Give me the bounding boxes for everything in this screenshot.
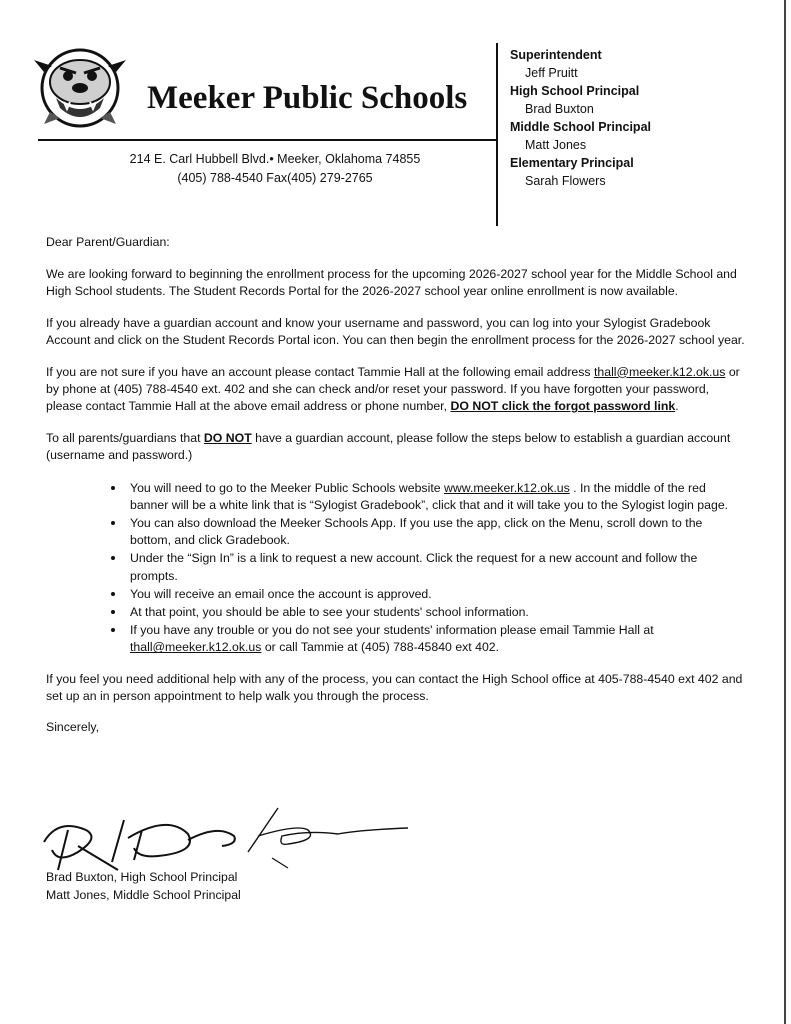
- step-text: If you have any trouble or you do not see your students' information please email Tammie Hall at: [130, 623, 654, 638]
- paragraph-new-account: [46, 430, 746, 464]
- list-item: • At that point, you should be able to see your students' school information.: [126, 603, 746, 621]
- bulldog-mascot-icon: [30, 42, 130, 132]
- website-link[interactable]: www.meeker.k12.ok.us: [444, 480, 570, 495]
- header-vertical-divider: [496, 43, 498, 226]
- staff-role: High School Principal: [510, 84, 640, 98]
- paragraph-text: .: [675, 398, 679, 413]
- list-item: [126, 621, 746, 656]
- staff-name: Brad Buxton: [525, 102, 594, 116]
- school-address-block: [100, 150, 450, 188]
- salutation: Dear Parent/Guardian:: [46, 235, 170, 249]
- signer-block: [46, 868, 241, 904]
- warning-text: DO NOT click the forgot password link: [450, 398, 676, 413]
- letter-body: [46, 234, 746, 751]
- staff-list: [510, 46, 770, 190]
- scan-edge-line: [784, 0, 786, 1024]
- email-link[interactable]: thall@meeker.k12.ok.us: [593, 364, 726, 379]
- step-text: or call Tammie at (405) 788-45840 ext 402.: [261, 640, 500, 655]
- paragraph-text: If you are not sure if you have an account please contact Tammie Hall at the following email address: [46, 364, 591, 379]
- step-text: You will need to go to the Meeker Public Schools website: [130, 480, 444, 495]
- school-name: Meeker Public Schools: [147, 80, 468, 116]
- paragraph-text: have a guardian account, please follow the steps below to establish a guardian account (username and password.): [46, 430, 731, 462]
- paragraph-account-help: [46, 364, 746, 416]
- email-link[interactable]: thall@meeker.k12.ok.us: [130, 640, 262, 655]
- list-item: • You will receive an email once the account is approved.: [126, 585, 746, 603]
- address-line: 214 E. Carl Hubbell Blvd.• Meeker, Oklahoma 74855: [129, 152, 421, 166]
- list-item: • You can also download the Meeker Schools App. If you use the app, click on the Menu, scroll down to the bottom, and click Gradebook.: [126, 514, 746, 549]
- paragraph-additional-help: If you feel you need additional help with any of the process, you can contact the High School office at 405-788-4540 ext 402 and set up an in person appointment to help walk you through the process.: [46, 671, 743, 703]
- step-text: . In the middle of the red banner will be a white link that is “Sylogist Gradebook”, click that and it will take you to the Sylogist login page.: [130, 480, 729, 512]
- paragraph-text: or by phone at (405) 788-4540 ext. 402 and she can check and/or reset your password. If you have forgotten your password, please contact Tammie Hall at the above email address or phone number,: [46, 364, 740, 413]
- paragraph-intro: We are looking forward to beginning the enrollment process for the upcoming 2026-2027 school year for the Middle School and High School students. The Student Records Portal for the 2026-2027 school year online enrollment is now available.: [46, 266, 737, 298]
- header-divider: [38, 139, 498, 141]
- staff-name: Sarah Flowers: [525, 174, 606, 188]
- staff-role: Superintendent: [510, 48, 602, 62]
- signer-name: Matt Jones, Middle School Principal: [46, 888, 241, 902]
- closing: Sincerely,: [46, 720, 100, 735]
- paragraph-existing-account: If you already have a guardian account and know your username and password, you can log into your Sylogist Gradebook Account and click on the Student Records Portal icon. You can then begin the enrollment process for the 2026-2027 school year.: [46, 315, 745, 347]
- signer-name: Brad Buxton, High School Principal: [46, 870, 238, 884]
- emphasis-text: DO NOT: [203, 430, 252, 445]
- phone-fax-line: (405) 788-4540 Fax(405) 279-2765: [177, 171, 373, 185]
- list-item: [126, 479, 746, 514]
- staff-role: Elementary Principal: [510, 156, 634, 170]
- staff-name: Jeff Pruitt: [525, 66, 578, 80]
- list-item: • Under the “Sign In” is a link to request a new account. Click the request for a new account and follow the prompts.: [126, 549, 746, 584]
- steps-list: [46, 479, 746, 657]
- staff-name: Matt Jones: [525, 138, 587, 152]
- paragraph-text: To all parents/guardians that: [46, 430, 204, 445]
- staff-role: Middle School Principal: [510, 120, 651, 134]
